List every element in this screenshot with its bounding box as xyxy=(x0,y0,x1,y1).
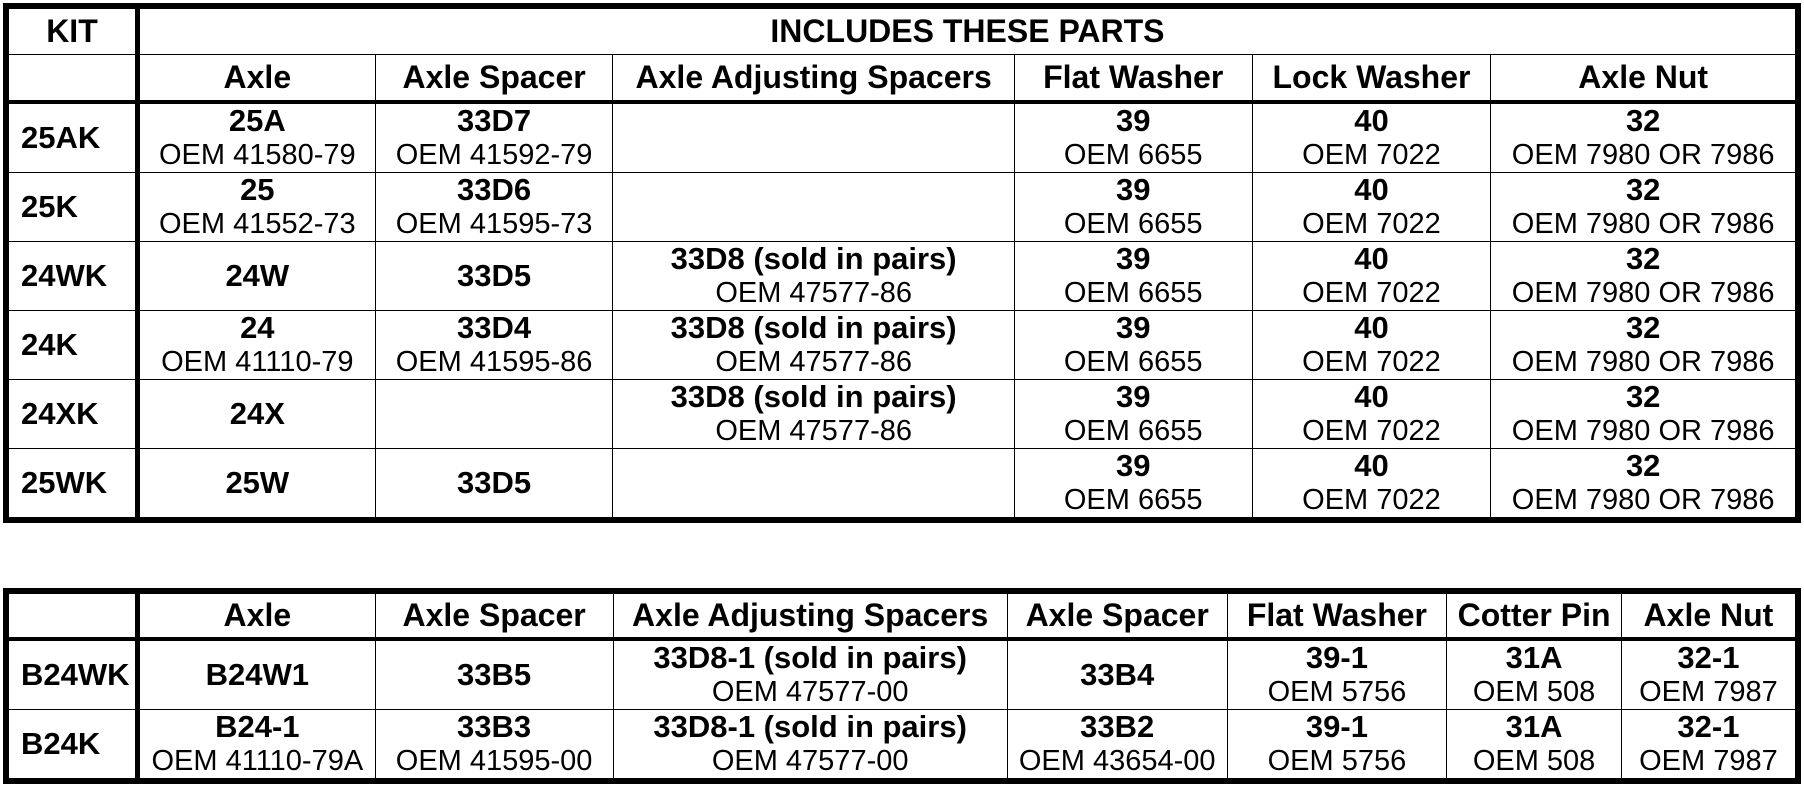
part-cell xyxy=(1491,380,1798,449)
part-cell xyxy=(1491,311,1798,380)
part-number: 32 xyxy=(1625,448,1661,483)
oem-number: OEM 41110-79A xyxy=(151,745,364,777)
part-number: 39 xyxy=(1115,241,1151,276)
part-cell xyxy=(137,449,375,521)
column-header-flat-washer: Flat Washer xyxy=(1014,54,1252,102)
part-cell xyxy=(1014,102,1252,173)
oem-number: OEM 7987 xyxy=(1639,745,1778,777)
table-row xyxy=(6,449,1798,521)
part-number: 32-1 xyxy=(1677,640,1740,675)
part-cell xyxy=(137,102,375,173)
part-cell xyxy=(1007,639,1227,710)
part-cell xyxy=(375,311,613,380)
part-number: 32 xyxy=(1625,379,1661,414)
oem-number: OEM 6655 xyxy=(1063,139,1203,171)
part-number: 40 xyxy=(1354,172,1389,207)
part-cell xyxy=(137,380,375,449)
part-cell xyxy=(1014,449,1252,521)
part-cell xyxy=(1014,380,1252,449)
part-cell xyxy=(613,639,1007,710)
part-cell xyxy=(1447,639,1622,710)
part-number: 32 xyxy=(1625,241,1661,276)
part-number: 33B2 xyxy=(1080,709,1155,744)
part-cell xyxy=(137,173,375,242)
oem-number: OEM 5756 xyxy=(1267,745,1407,777)
oem-number: OEM 6655 xyxy=(1063,277,1203,309)
oem-number: OEM 6655 xyxy=(1063,346,1203,378)
part-number: 39-1 xyxy=(1305,709,1368,744)
kit-parts-table-2 xyxy=(3,588,1801,784)
part-number: 33B5 xyxy=(457,657,532,692)
column-header-axle: Axle xyxy=(137,54,375,102)
part-cell xyxy=(1014,311,1252,380)
part-cell xyxy=(1014,242,1252,311)
oem-number: OEM 41595-00 xyxy=(395,745,593,777)
part-number: 31A xyxy=(1505,640,1563,675)
part-cell xyxy=(613,242,1014,311)
oem-number: OEM 7022 xyxy=(1302,346,1441,378)
part-cell xyxy=(613,380,1014,449)
oem-number: OEM 43654-00 xyxy=(1018,745,1216,777)
oem-number: OEM 7980 OR 7986 xyxy=(1511,415,1775,447)
part-number: 39 xyxy=(1115,310,1151,345)
part-cell xyxy=(375,173,613,242)
part-cell xyxy=(1252,242,1491,311)
part-number: 33D8 (sold in pairs) xyxy=(670,310,957,345)
column-header-lock-washer: Lock Washer xyxy=(1252,54,1491,102)
part-number: 33D6 xyxy=(457,172,532,207)
oem-number: OEM 41110-79 xyxy=(161,346,354,378)
part-cell xyxy=(1007,710,1227,782)
oem-number: OEM 41595-73 xyxy=(395,208,593,240)
oem-number: OEM 7980 OR 7986 xyxy=(1511,208,1775,240)
part-cell xyxy=(1014,173,1252,242)
part-cell xyxy=(1252,173,1491,242)
kit-id: 24WK xyxy=(6,242,137,311)
part-number: 33B3 xyxy=(457,709,532,744)
oem-number: OEM 41580-79 xyxy=(158,139,356,171)
part-number: B24W1 xyxy=(205,657,310,692)
part-number: 31A xyxy=(1505,709,1563,744)
column-header-axle-adjusting-spacers: Axle Adjusting Spacers xyxy=(613,54,1014,102)
oem-number: OEM 508 xyxy=(1472,676,1596,708)
kit-id: B24WK xyxy=(6,639,137,710)
part-number: 39 xyxy=(1115,103,1151,138)
part-cell xyxy=(1252,102,1491,173)
part-number: 25A xyxy=(228,103,286,138)
part-number: 40 xyxy=(1354,103,1389,138)
oem-number: OEM 41595-86 xyxy=(395,346,593,378)
oem-number: OEM 7022 xyxy=(1302,139,1441,171)
part-cell xyxy=(613,102,1014,173)
column-header-axle-spacer: Axle Spacer xyxy=(375,54,613,102)
kit-header-spacer xyxy=(6,591,137,639)
part-cell xyxy=(1621,639,1798,710)
part-number: 33D4 xyxy=(457,310,532,345)
part-cell xyxy=(137,710,375,782)
column-header-axle-nut: Axle Nut xyxy=(1621,591,1798,639)
oem-number: OEM 6655 xyxy=(1063,208,1203,240)
column-header-flat-washer: Flat Washer xyxy=(1227,591,1447,639)
oem-number: OEM 5756 xyxy=(1267,676,1407,708)
part-number: 24X xyxy=(229,396,285,431)
part-number: 33D8 (sold in pairs) xyxy=(670,241,957,276)
part-number: 24 xyxy=(240,310,275,345)
oem-number: OEM 6655 xyxy=(1063,415,1203,447)
part-cell xyxy=(375,710,613,782)
table-row xyxy=(6,639,1798,710)
oem-number: OEM 6655 xyxy=(1063,484,1203,516)
part-cell xyxy=(1252,449,1491,521)
table-row xyxy=(6,242,1798,311)
table-row xyxy=(6,102,1798,173)
oem-number: OEM 41552-73 xyxy=(158,208,356,240)
part-cell xyxy=(1621,710,1798,782)
part-number: 33B4 xyxy=(1080,657,1155,692)
part-number: 40 xyxy=(1354,310,1389,345)
kit-column-header: KIT xyxy=(6,6,137,54)
part-cell xyxy=(137,639,375,710)
part-cell xyxy=(375,380,613,449)
part-cell xyxy=(1227,710,1447,782)
part-cell xyxy=(613,449,1014,521)
part-number: 33D8-1 (sold in pairs) xyxy=(653,709,967,744)
oem-number: OEM 7980 OR 7986 xyxy=(1511,139,1775,171)
table-row xyxy=(6,311,1798,380)
kit-header-spacer xyxy=(6,54,137,102)
oem-number: OEM 47577-00 xyxy=(711,745,909,777)
part-number: 24W xyxy=(225,258,290,293)
kit-id: 24XK xyxy=(6,380,137,449)
part-number: 25W xyxy=(225,465,290,500)
part-cell xyxy=(375,102,613,173)
part-cell xyxy=(375,449,613,521)
includes-parts-title: INCLUDES THESE PARTS xyxy=(137,6,1798,54)
part-number: 32-1 xyxy=(1677,709,1740,744)
kit-id: 25WK xyxy=(6,449,137,521)
part-cell xyxy=(375,639,613,710)
table-row xyxy=(6,710,1798,782)
oem-number: OEM 47577-86 xyxy=(715,415,912,447)
part-cell xyxy=(1252,311,1491,380)
part-number: 32 xyxy=(1625,310,1661,345)
part-cell xyxy=(1491,173,1798,242)
part-cell xyxy=(137,242,375,311)
oem-number: OEM 47577-86 xyxy=(715,277,912,309)
part-number: 39 xyxy=(1115,448,1151,483)
part-number: 39 xyxy=(1115,172,1151,207)
oem-number: OEM 7980 OR 7986 xyxy=(1511,346,1775,378)
part-cell xyxy=(613,311,1014,380)
column-header-axle-adjusting-spacers: Axle Adjusting Spacers xyxy=(613,591,1007,639)
table-row xyxy=(6,173,1798,242)
part-cell xyxy=(613,710,1007,782)
part-number: 33D8 (sold in pairs) xyxy=(670,379,957,414)
oem-number: OEM 7022 xyxy=(1302,277,1441,309)
part-cell xyxy=(1252,380,1491,449)
table-row xyxy=(6,380,1798,449)
oem-number: OEM 7987 xyxy=(1639,676,1778,708)
oem-number: OEM 508 xyxy=(1472,745,1596,777)
oem-number: OEM 47577-86 xyxy=(715,346,912,378)
part-cell xyxy=(613,173,1014,242)
part-cell xyxy=(1491,102,1798,173)
column-header-axle-spacer-2: Axle Spacer xyxy=(1007,591,1227,639)
part-number: 33D5 xyxy=(457,258,532,293)
oem-number: OEM 7022 xyxy=(1302,208,1441,240)
part-number: 40 xyxy=(1354,241,1389,276)
part-number: 33D5 xyxy=(457,465,532,500)
part-number: 40 xyxy=(1354,379,1389,414)
column-header-axle-spacer: Axle Spacer xyxy=(375,591,613,639)
part-number: 39-1 xyxy=(1305,640,1368,675)
part-cell xyxy=(1227,639,1447,710)
part-number: 25 xyxy=(240,172,275,207)
kit-id: 25K xyxy=(6,173,137,242)
part-cell xyxy=(1447,710,1622,782)
part-number: 33D7 xyxy=(457,103,532,138)
column-header-axle: Axle xyxy=(137,591,375,639)
column-header-cotter-pin: Cotter Pin xyxy=(1447,591,1622,639)
oem-number: OEM 7980 OR 7986 xyxy=(1511,277,1775,309)
part-cell xyxy=(137,311,375,380)
part-number: B24-1 xyxy=(215,709,300,744)
part-cell xyxy=(1491,449,1798,521)
part-cell xyxy=(1491,242,1798,311)
part-number: 32 xyxy=(1625,103,1661,138)
part-number: 33D8-1 (sold in pairs) xyxy=(653,640,967,675)
oem-number: OEM 7980 OR 7986 xyxy=(1511,484,1775,516)
oem-number: OEM 7022 xyxy=(1302,484,1441,516)
kit-id: 25AK xyxy=(6,102,137,173)
part-number: 39 xyxy=(1115,379,1151,414)
oem-number: OEM 41592-79 xyxy=(395,139,593,171)
kit-id: B24K xyxy=(6,710,137,782)
oem-number: OEM 47577-00 xyxy=(711,676,909,708)
oem-number: OEM 7022 xyxy=(1302,415,1441,447)
kit-id: 24K xyxy=(6,311,137,380)
part-number: 40 xyxy=(1354,448,1389,483)
part-cell xyxy=(375,242,613,311)
part-number: 32 xyxy=(1625,172,1661,207)
kit-parts-table-1 xyxy=(3,3,1801,523)
column-header-axle-nut: Axle Nut xyxy=(1491,54,1798,102)
